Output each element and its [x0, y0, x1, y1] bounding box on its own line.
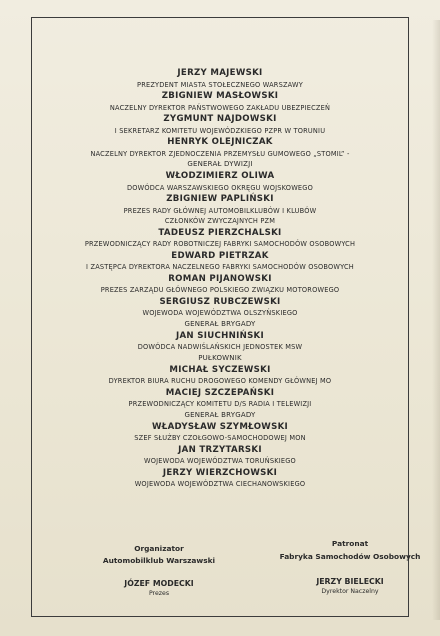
entry-role: PRZEWODNICZĄCY RADY ROBOTNICZEJ FABRYKI SAMOCHODÓW OSOBOWYCH [84, 240, 356, 248]
list-item [32, 113, 408, 136]
list-item [32, 319, 408, 353]
entry-rank: PUŁKOWNIK [198, 353, 242, 362]
entry-name: HENRYK OLEJNICZAK [167, 137, 273, 147]
list-item [32, 467, 408, 490]
entry-role-continued: CZŁONKÓW ZWYCZAJNYCH PZM [164, 217, 276, 225]
entry-name: ROMAN PIJANOWSKI [168, 273, 272, 284]
entry-role: DYREKTOR BIURA RUCHU DROGOWEGO KOMENDY GŁÓWNEJ MO [108, 377, 332, 385]
entry-name: ZBIGNIEW PAPLIŃSKI [166, 194, 274, 204]
entry-name: JAN SIUCHNIŃSKI [175, 330, 265, 341]
list-item [32, 159, 408, 193]
entry-name: ZBIGNIEW MASŁOWSKI [161, 91, 279, 101]
entry-name: MICHAŁ SYCZEWSKI [169, 364, 271, 375]
document-frame [31, 17, 421, 617]
organizer-name: JÓZEF MODECKI [124, 579, 194, 588]
list-item [32, 136, 408, 159]
entry-name: WŁODZIMIERZ OLIWA [165, 171, 275, 181]
list-item [32, 410, 408, 444]
list-item [32, 273, 408, 296]
entry-role: NACZELNY DYREKTOR ZJEDNOCZENIA PRZEMYSŁU GUMOWEGO „STOMIL” - [90, 149, 350, 158]
entry-rank: GENERAŁ BRYGADY [184, 319, 256, 328]
entry-name: EDWARD PIETRZAK [171, 250, 269, 261]
list-item [32, 67, 408, 90]
entry-role: WOJEWODA WOJEWÓDZTWA TORUŃSKIEGO [144, 457, 296, 465]
entry-name: JAN TRZYTARSKI [178, 444, 262, 455]
list-item [32, 90, 408, 113]
entry-name: JERZY MAJEWSKI [177, 68, 263, 78]
list-item [32, 353, 408, 387]
list-item [32, 250, 408, 273]
organizer-organization: Automobilklub Warszawski [102, 556, 216, 565]
list-item [32, 296, 408, 319]
entry-name: JERZY WIERZCHOWSKI [162, 467, 278, 478]
entry-role: WOJEWODA WOJEWÓDZTWA OLSZYŃSKIEGO [142, 309, 298, 317]
entry-name: SERGIUSZ RUBCZEWSKI [159, 296, 281, 307]
patron-block [260, 530, 440, 597]
entry-role: DOWÓDCA WARSZAWSKIEGO OKRĘGU WOJSKOWEGO [127, 183, 313, 192]
entry-role: I SEKRETARZ KOMITETU WOJEWÓDZKIEGO PZPR W TORUNIU [114, 126, 326, 135]
entry-role: WOJEWODA WOJEWÓDZTWA CIECHANOWSKIEGO [134, 480, 306, 488]
signature-footer [32, 530, 421, 610]
list-item [32, 193, 408, 227]
list-item [32, 227, 408, 250]
organizer-title: Prezes [148, 590, 170, 597]
entry-role: SZEF SŁUŻBY CZOŁGOWO-SAMOCHODOWEJ MON [134, 434, 306, 442]
entry-name: MACIEJ SZCZEPAŃSKI [165, 387, 275, 398]
entry-role: I ZASTĘPCA DYREKTORA NACZELNEGO FABRYKI SAMOCHODÓW OSOBOWYCH [86, 263, 354, 271]
entry-role: PRZEWODNICZĄCY KOMITETU D/S RADIA I TELEWIZJI [128, 400, 312, 408]
entry-rank: GENERAŁ BRYGADY [184, 410, 256, 419]
patron-name: JERZY BIELECKI [316, 577, 384, 586]
patron-title: Dyrektor Naczelny [321, 588, 379, 595]
entry-name: TADEUSZ PIERZCHALSKI [158, 227, 282, 238]
entry-role: NACZELNY DYREKTOR PAŃSTWOWEGO ZAKŁADU UBEZPIECZEŃ [109, 103, 331, 112]
organizer-block [74, 530, 244, 599]
entry-role: DOWÓDCA NADWIŚLAŃSKICH JEDNOSTEK MSW [137, 343, 303, 351]
entry-rank: GENERAŁ DYWIZJI [187, 160, 253, 168]
list-item [32, 444, 408, 467]
entry-role: PREZES ZARZĄDU GŁÓWNEGO POLSKIEGO ZWIĄZKU MOTOROWEGO [100, 286, 340, 294]
organizer-heading: Organizator [134, 544, 184, 553]
entry-role: PREZES RADY GŁÓWNEJ AUTOMOBILKLUBÓW I KLUBÓW [123, 206, 317, 215]
entry-name: WŁADYSŁAW SZYMŁOWSKI [151, 421, 289, 432]
entry-name: ZYGMUNT NAJDOWSKI [163, 114, 277, 124]
patron-organization: Fabryka Samochodów Osobowych [279, 552, 421, 561]
patron-heading: Patronat [331, 539, 369, 548]
committee-list [32, 67, 408, 490]
entry-role: PREZYDENT MIASTA STOŁECZNEGO WARSZAWY [137, 80, 303, 89]
list-item [32, 387, 408, 410]
